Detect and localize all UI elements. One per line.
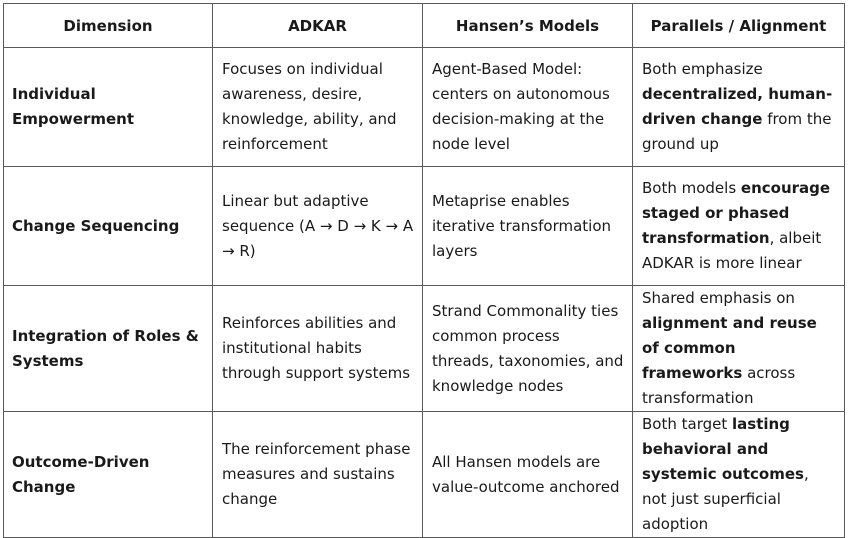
parallels-post: from the ground up: [642, 110, 832, 153]
header-hansens-models: Hansen’s Models: [423, 4, 633, 48]
header-row: [4, 4, 845, 48]
parallels-post: , not just superficial adoption: [642, 465, 809, 533]
table-row: [4, 167, 845, 286]
parallels-pre: Shared emphasis on: [642, 289, 795, 307]
parallels-pre: Both emphasize: [642, 60, 763, 78]
parallels-pre: Both target: [642, 415, 732, 433]
row-adkar: The reinforcement phase measures and sustains change: [213, 412, 423, 538]
table-row: [4, 412, 845, 538]
parallels-post: , albeit ADKAR is more linear: [642, 229, 822, 272]
row-dimension: Outcome-Driven Change: [4, 412, 213, 538]
row-parallels: [633, 48, 845, 167]
row-dimension: Change Sequencing: [4, 167, 213, 286]
table-row: [4, 48, 845, 167]
parallels-bold: decentralized, human-driven change: [642, 85, 833, 128]
row-hansen: All Hansen models are value-outcome anchored: [423, 412, 633, 538]
parallels-bold: encourage staged or phased transformation: [642, 179, 831, 247]
parallels-bold: lasting behavioral and systemic outcomes: [642, 415, 804, 483]
header-dimension: Dimension: [4, 4, 213, 48]
parallels-pre: Both models: [642, 179, 741, 197]
row-hansen: Agent-Based Model: centers on autonomous decision-making at the node level: [423, 48, 633, 167]
table-row: [4, 286, 845, 412]
header-parallels-alignment: Parallels / Alignment: [633, 4, 845, 48]
row-dimension: Individual Empowerment: [4, 48, 213, 167]
header-adkar: ADKAR: [213, 4, 423, 48]
row-adkar: Reinforces abilities and institutional habits through support systems: [213, 286, 423, 412]
row-parallels: [633, 286, 845, 412]
row-hansen: Metaprise enables iterative transformation layers: [423, 167, 633, 286]
row-parallels: [633, 167, 845, 286]
row-hansen: Strand Commonality ties common process threads, taxonomies, and knowledge nodes: [423, 286, 633, 412]
parallels-bold: alignment and reuse of common frameworks: [642, 314, 817, 382]
row-adkar: Linear but adaptive sequence (A → D → K → A → R): [213, 167, 423, 286]
parallels-post: across transformation: [642, 364, 796, 407]
row-dimension: Integration of Roles & Systems: [4, 286, 213, 412]
comparison-table: [3, 3, 845, 538]
row-adkar: Focuses on individual awareness, desire, knowledge, ability, and reinforcement: [213, 48, 423, 167]
row-parallels: [633, 412, 845, 538]
